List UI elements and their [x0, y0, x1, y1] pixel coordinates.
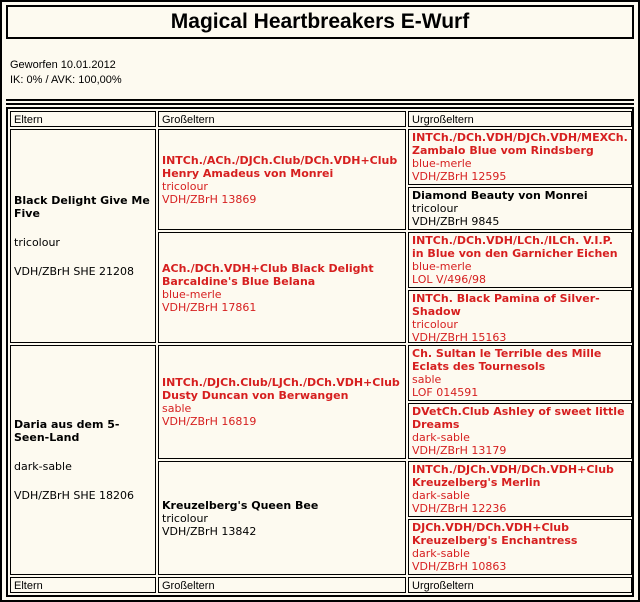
dog-name: INTCh. Black Pamina of Silver-Shadow: [412, 292, 600, 318]
dog-registration: VDH/ZBrH 17861: [162, 300, 257, 314]
dog-registration: VDH/ZBrH SHE 18206: [14, 489, 135, 502]
dog-name: INTCh./DJCh.Club/LJCh./DCh.VDH+Club Dusty Duncan von Berwangen: [162, 376, 400, 402]
dog-color: dark-sable: [412, 489, 470, 502]
grandparent-4: [158, 461, 406, 575]
pedigree-table: [6, 107, 634, 597]
dog-registration: VDH/ZBrH 13179: [412, 444, 507, 457]
great-grandparent-8: [408, 519, 632, 575]
dog-name: INTCh./DCh.VDH/LCh./ILCh. V.I.P. in Blue von den Garnicher Eichen: [412, 234, 618, 260]
great-grandparent-1: [408, 129, 632, 185]
dog-registration: VDH/ZBrH 13869: [162, 192, 257, 206]
great-grandparent-5: [408, 345, 632, 401]
dog-color: tricolour: [412, 318, 458, 331]
great-grandparent-6: [408, 403, 632, 459]
parent-sire: [10, 129, 156, 343]
dog-name: DJCh.VDH/DCh.VDH+Club Kreuzelberg's Enchantress: [412, 521, 578, 547]
dog-color: sable: [412, 373, 442, 386]
header-greatgrandparents: Urgroßeltern: [408, 111, 632, 127]
dog-name: Kreuzelberg's Queen Bee: [162, 498, 319, 512]
dog-name: DVetCh.Club Ashley of sweet little Dreams: [412, 405, 625, 431]
great-grandparent-2: [408, 187, 632, 230]
dog-color: tricolour: [14, 236, 60, 249]
dog-registration: LOF 014591: [412, 386, 479, 399]
page-title: Magical Heartbreakers E-Wurf: [6, 5, 634, 39]
grandparent-3: [158, 345, 406, 459]
parent-dam: [10, 345, 156, 575]
dog-registration: VDH/ZBrH 12595: [412, 170, 507, 183]
dog-name: Black Delight Give Me Five: [14, 194, 150, 220]
dog-color: blue-merle: [412, 157, 472, 170]
dog-color: tricolour: [162, 179, 208, 193]
dog-name: Ch. Sultan le Terrible des Mille Eclats des Tournesols: [412, 347, 602, 373]
dog-registration: LOL V/496/98: [412, 273, 486, 286]
footer-parents: Eltern: [10, 577, 156, 593]
dog-color: dark-sable: [412, 431, 470, 444]
dog-name: Diamond Beauty von Monrei: [412, 189, 588, 202]
dog-color: tricolour: [162, 511, 208, 525]
dog-registration: VDH/ZBrH 10863: [412, 560, 507, 573]
litter-info: [10, 58, 122, 88]
footer-grandparents: Großeltern: [158, 577, 406, 593]
dog-name: INTCh./ACh./DJCh.Club/DCh.VDH+Club Henry Amadeus von Monrei: [162, 153, 398, 180]
header-grandparents: Großeltern: [158, 111, 406, 127]
great-grandparent-3: [408, 232, 632, 288]
dog-color: dark-sable: [14, 460, 72, 473]
dog-registration: VDH/ZBrH 15163: [412, 331, 507, 343]
dog-registration: VDH/ZBrH 12236: [412, 502, 507, 515]
dog-registration: VDH/ZBrH SHE 21208: [14, 265, 135, 278]
dog-name: INTCh./DJCh.VDH/DCh.VDH+Club Kreuzelberg's Merlin: [412, 463, 614, 489]
dog-registration: VDH/ZBrH 9845: [412, 215, 500, 228]
footer-greatgrandparents: Urgroßeltern: [408, 577, 632, 593]
dog-color: tricolour: [412, 202, 458, 215]
dog-color: blue-merle: [162, 287, 222, 301]
great-grandparent-4: [408, 290, 632, 343]
divider: [6, 99, 634, 101]
dog-name: Daria aus dem 5-Seen-Land: [14, 418, 120, 444]
dog-color: dark-sable: [412, 547, 470, 560]
divider: [6, 103, 634, 105]
dog-color: blue-merle: [412, 260, 472, 273]
header-parents: Eltern: [10, 111, 156, 127]
birth-date: Geworfen 10.01.2012: [10, 59, 116, 71]
dog-color: sable: [162, 402, 192, 415]
grandparent-2: [158, 232, 406, 343]
dog-registration: VDH/ZBrH 16819: [162, 415, 257, 428]
great-grandparent-7: [408, 461, 632, 517]
grandparent-1: [158, 129, 406, 230]
dog-registration: VDH/ZBrH 13842: [162, 524, 257, 538]
dog-name: INTCh./DCh.VDH/DJCh.VDH/MEXCh. Zambalo Blue vom Rindsberg: [412, 131, 628, 157]
dog-name: ACh./DCh.VDH+Club Black Delight Barcaldine's Blue Belana: [162, 261, 374, 288]
inbreeding-coefficient: IK: 0% / AVK: 100,00%: [10, 74, 122, 86]
